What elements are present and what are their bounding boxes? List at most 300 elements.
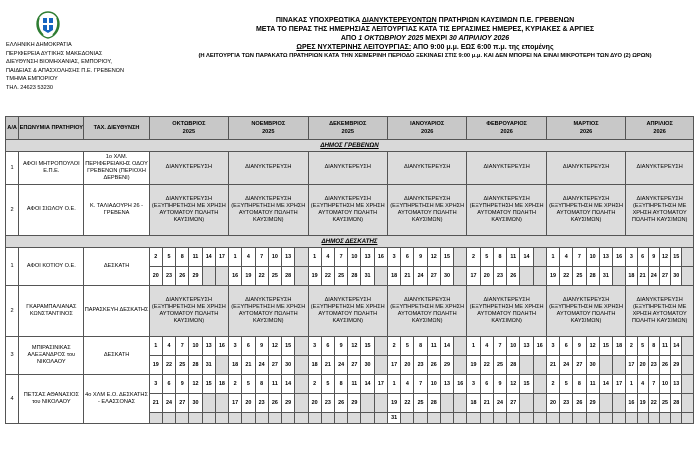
- month-year: 2025: [262, 129, 275, 135]
- day-cell: [682, 248, 694, 267]
- day-cell: 13: [282, 248, 295, 267]
- day-cell: 30: [361, 356, 374, 375]
- station-overnight-cell: ΔΙΑΝΥΚΤΕΡΕΥΣΗ: [467, 152, 546, 185]
- day-cell: 4: [401, 375, 414, 394]
- day-cell: 9: [176, 375, 189, 394]
- day-cell: 21: [321, 356, 334, 375]
- day-cell: [648, 413, 659, 424]
- day-cell: 28: [586, 267, 599, 286]
- month-year: 2026: [420, 129, 434, 135]
- day-cell: 19: [308, 267, 321, 286]
- day-cell: 27: [573, 356, 586, 375]
- day-cell: 29: [348, 394, 361, 413]
- station-aa: 1: [6, 152, 19, 185]
- municipality-label: [6, 236, 694, 248]
- day-cell: 8: [414, 337, 427, 356]
- day-cell: 9: [255, 337, 268, 356]
- station-day-row: [6, 337, 694, 356]
- month-year: 2025: [341, 129, 354, 135]
- day-cell: 12: [507, 375, 520, 394]
- day-cell: 23: [493, 267, 506, 286]
- day-cell: 13: [520, 337, 533, 356]
- day-cell: 1: [229, 248, 242, 267]
- day-cell: [401, 413, 414, 424]
- day-cell: [682, 337, 694, 356]
- day-cell: 7: [414, 375, 427, 394]
- day-cell: 29: [440, 356, 453, 375]
- municipality-name: ΔΗΜΟΣ ΓΡΕΒΕΝΩΝ: [320, 142, 379, 149]
- day-cell: 16: [374, 248, 387, 267]
- day-cell: 9: [334, 337, 347, 356]
- day-cell: 6: [401, 248, 414, 267]
- day-cell: 29: [671, 356, 682, 375]
- day-cell: [440, 394, 453, 413]
- day-cell: [268, 413, 281, 424]
- day-cell: 31: [599, 267, 612, 286]
- day-cell: 27: [659, 267, 670, 286]
- day-cell: [533, 267, 546, 286]
- day-cell: 2: [229, 375, 242, 394]
- day-cell: [520, 394, 533, 413]
- station-overnight-cell: ΔΙΑΝΥΚΤΕΡΕΥΣΗ (ΕΞΥΠΗΡΕΤΗΣΗ ΜΕ ΧΡΗΣΗ ΑΥΤΟΜΑΤΟΥ ΠΩΛΗΤΗ ΚΑΥΣΙΜΩΝ): [626, 286, 694, 337]
- day-cell: 1: [546, 248, 559, 267]
- day-cell: [295, 375, 308, 394]
- col-month: [229, 117, 308, 140]
- day-cell: 20: [242, 394, 255, 413]
- day-cell: 13: [599, 248, 612, 267]
- day-cell: 16: [613, 248, 626, 267]
- day-cell: [295, 337, 308, 356]
- day-cell: [202, 267, 215, 286]
- station-aa: 4: [6, 375, 19, 424]
- day-cell: [374, 337, 387, 356]
- day-cell: 10: [348, 248, 361, 267]
- day-cell: 2: [546, 375, 559, 394]
- station-name: ΜΠΙΡΑΣΙΝΙΚΑΣ ΑΛΕΞΑΝΔΡΟΣ του ΝΙΚΟΛΑΟΥ: [19, 337, 84, 375]
- day-cell: 20: [546, 394, 559, 413]
- day-cell: 7: [493, 337, 506, 356]
- day-cell: 5: [321, 375, 334, 394]
- day-cell: 2: [467, 248, 480, 267]
- day-cell: 15: [520, 375, 533, 394]
- day-cell: 3: [467, 375, 480, 394]
- day-cell: [202, 413, 215, 424]
- day-cell: 18: [467, 394, 480, 413]
- station-overnight-cell: ΔΙΑΝΥΚΤΕΡΕΥΣΗ (ΕΞΥΠΗΡΕΤΗΣΗ ΜΕ ΧΡΗΣΗ ΑΥΤΟΜΑΤΟΥ ΠΩΛΗΤΗ ΚΑΥΣΙΜΩΝ): [467, 185, 546, 236]
- day-cell: 24: [648, 267, 659, 286]
- day-cell: [659, 413, 670, 424]
- day-cell: 19: [149, 356, 162, 375]
- day-cell: [414, 413, 427, 424]
- day-cell: 3: [149, 375, 162, 394]
- day-cell: 14: [599, 375, 612, 394]
- station-aa: 2: [6, 185, 19, 236]
- station-aa: 2: [6, 286, 19, 337]
- day-cell: 10: [268, 248, 281, 267]
- day-cell: 19: [467, 356, 480, 375]
- day-cell: 24: [560, 356, 573, 375]
- day-cell: 14: [202, 248, 215, 267]
- day-cell: [573, 413, 586, 424]
- day-cell: 25: [176, 356, 189, 375]
- day-cell: 28: [348, 267, 361, 286]
- day-cell: 13: [361, 248, 374, 267]
- day-cell: [613, 267, 626, 286]
- day-cell: 27: [507, 394, 520, 413]
- day-cell: [454, 394, 467, 413]
- station-address: ΔΕΣΚΑΤΗ: [84, 248, 149, 286]
- month-name: ΙΑΝΟΥΑΡΙΟΣ: [410, 121, 445, 127]
- col-name: ΕΠΩΝΥΜΙΑ ΠΡΑΤΗΡΙΟΥ: [19, 117, 84, 140]
- day-cell: 25: [573, 267, 586, 286]
- day-cell: 28: [507, 356, 520, 375]
- month-name: ΟΚΤΩΒΡΙΟΣ: [172, 121, 206, 127]
- day-cell: 28: [671, 394, 682, 413]
- day-cell: 25: [334, 267, 347, 286]
- day-cell: 18: [387, 267, 400, 286]
- day-cell: 29: [189, 267, 202, 286]
- month-name: ΜΑΡΤΙΟΣ: [573, 121, 599, 127]
- station-row: [6, 185, 694, 236]
- day-cell: 18: [626, 267, 637, 286]
- day-cell: 17: [374, 375, 387, 394]
- day-cell: 10: [659, 375, 670, 394]
- day-cell: 29: [586, 394, 599, 413]
- day-cell: 8: [493, 248, 506, 267]
- station-overnight-cell: ΔΙΑΝΥΚΤΕΡΕΥΣΗ (ΕΞΥΠΗΡΕΤΗΣΗ ΜΕ ΧΡΗΣΗ ΑΥΤΟΜΑΤΟΥ ΠΩΛΗΤΗ ΚΑΥΣΙΜΩΝ): [149, 185, 228, 236]
- day-cell: 3: [626, 248, 637, 267]
- day-cell: [202, 394, 215, 413]
- day-cell: 22: [560, 267, 573, 286]
- day-cell: 11: [507, 248, 520, 267]
- day-cell: 2: [626, 337, 637, 356]
- day-cell: [295, 394, 308, 413]
- sender-line: ΕΛΛΗΝΙΚΗ ΔΗΜΟΚΡΑΤΙΑ: [6, 42, 72, 48]
- day-cell: 28: [282, 267, 295, 286]
- day-cell: [321, 413, 334, 424]
- col-month: [149, 117, 228, 140]
- day-cell: 4: [637, 375, 648, 394]
- day-cell: 15: [599, 337, 612, 356]
- day-cell: 9: [573, 337, 586, 356]
- day-cell: [454, 413, 467, 424]
- day-cell: 23: [648, 356, 659, 375]
- day-cell: 18: [308, 356, 321, 375]
- station-overnight-cell: ΔΙΑΝΥΚΤΕΡΕΥΣΗ (ΕΞΥΠΗΡΕΤΗΣΗ ΜΕ ΧΡΗΣΗ ΑΥΤΟΜΑΤΟΥ ΠΩΛΗΤΗ ΚΑΥΣΙΜΩΝ): [387, 185, 466, 236]
- day-cell: 15: [282, 337, 295, 356]
- day-cell: 23: [560, 394, 573, 413]
- day-cell: 4: [480, 337, 493, 356]
- day-cell: [682, 375, 694, 394]
- day-cell: [613, 413, 626, 424]
- day-cell: 5: [401, 337, 414, 356]
- day-cell: 12: [189, 375, 202, 394]
- station-overnight-cell: ΔΙΑΝΥΚΤΕΡΕΥΣΗ (ΕΞΥΠΗΡΕΤΗΣΗ ΜΕ ΧΡΗΣΗ ΑΥΤΟΜΑΤΟΥ ΠΩΛΗΤΗ ΚΑΥΣΙΜΩΝ): [229, 286, 308, 337]
- day-cell: [295, 267, 308, 286]
- day-cell: 20: [480, 267, 493, 286]
- station-address: 4ο ΧΛΜ Ε.Ο. ΔΕΣΚΑΤΗΣ - ΕΛΑΣΣΟΝΑΣ: [84, 375, 149, 424]
- day-cell: [599, 356, 612, 375]
- day-cell: 29: [282, 394, 295, 413]
- day-cell: 18: [229, 356, 242, 375]
- col-month: [387, 117, 466, 140]
- day-cell: 5: [637, 337, 648, 356]
- day-cell: 6: [637, 248, 648, 267]
- day-cell: 3: [546, 337, 559, 356]
- day-cell: 3: [387, 248, 400, 267]
- day-cell: 16: [215, 337, 228, 356]
- day-cell: [637, 413, 648, 424]
- day-cell: [255, 413, 268, 424]
- day-cell: 24: [334, 356, 347, 375]
- day-cell: 6: [321, 337, 334, 356]
- day-cell: 12: [659, 248, 670, 267]
- sender-line: ΤΗΛ. 24623 53230: [6, 84, 53, 91]
- municipality-row: [6, 140, 694, 152]
- day-cell: 10: [189, 337, 202, 356]
- day-cell: 1: [626, 375, 637, 394]
- day-cell: 22: [162, 356, 175, 375]
- day-cell: 5: [480, 248, 493, 267]
- day-cell: 7: [255, 248, 268, 267]
- day-cell: 2: [308, 375, 321, 394]
- day-cell: 11: [348, 375, 361, 394]
- station-overnight-cell: ΔΙΑΝΥΚΤΕΡΕΥΣΗ (ΕΞΥΠΗΡΕΤΗΣΗ ΜΕ ΧΡΗΣΗ ΑΥΤΟΜΑΤΟΥ ΠΩΛΗΤΗ ΚΑΥΣΙΜΩΝ): [626, 185, 694, 236]
- day-cell: 14: [520, 248, 533, 267]
- day-cell: 14: [671, 337, 682, 356]
- day-cell: [682, 356, 694, 375]
- day-cell: [374, 356, 387, 375]
- day-cell: 20: [149, 267, 162, 286]
- day-cell: 22: [648, 394, 659, 413]
- col-month: [308, 117, 387, 140]
- station-name: ΑΦΟΙ ΜΗΤΡΟΠΟΥΛΟΙ Ε.Π.Ε.: [19, 152, 84, 185]
- day-cell: 18: [215, 375, 228, 394]
- day-cell: 17: [613, 375, 626, 394]
- station-name: ΑΦΟΙ ΚΟΤΙΟΥ Ο.Ε.: [19, 248, 84, 286]
- col-month: [626, 117, 694, 140]
- day-cell: [533, 356, 546, 375]
- day-cell: 28: [427, 394, 440, 413]
- station-overnight-cell: ΔΙΑΝΥΚΤΕΡΕΥΣΗ (ΕΞΥΠΗΡΕΤΗΣΗ ΜΕ ΧΡΗΣΗ ΑΥΤΟΜΑΤΟΥ ΠΩΛΗΤΗ ΚΑΥΣΙΜΩΝ): [387, 286, 466, 337]
- day-cell: [626, 413, 637, 424]
- day-cell: [454, 248, 467, 267]
- day-cell: 23: [414, 356, 427, 375]
- day-cell: 26: [507, 267, 520, 286]
- station-overnight-cell: ΔΙΑΝΥΚΤΕΡΕΥΣΗ: [387, 152, 466, 185]
- day-cell: 26: [573, 394, 586, 413]
- day-cell: 5: [560, 375, 573, 394]
- day-cell: 7: [334, 248, 347, 267]
- station-name: ΓΚΑΡΑΜΠΑΛΙΑΝΑΣ ΚΩΝΣΤΑΝΤΙΝΟΣ: [19, 286, 84, 337]
- day-cell: 13: [671, 375, 682, 394]
- day-cell: 9: [493, 375, 506, 394]
- day-cell: 7: [648, 375, 659, 394]
- day-cell: 17: [387, 356, 400, 375]
- day-cell: 4: [321, 248, 334, 267]
- day-cell: 25: [268, 267, 281, 286]
- day-cell: [454, 267, 467, 286]
- day-cell: 6: [560, 337, 573, 356]
- day-cell: 28: [189, 356, 202, 375]
- day-cell: 25: [493, 356, 506, 375]
- day-cell: [480, 413, 493, 424]
- col-month: [467, 117, 546, 140]
- greek-coat-of-arms-icon: [33, 10, 63, 40]
- station-day-row: [6, 375, 694, 394]
- day-cell: [334, 413, 347, 424]
- day-cell: [533, 248, 546, 267]
- day-cell: 4: [560, 248, 573, 267]
- day-cell: 10: [586, 248, 599, 267]
- day-cell: 10: [507, 337, 520, 356]
- day-cell: 16: [454, 375, 467, 394]
- day-cell: 21: [242, 356, 255, 375]
- station-overnight-cell: ΔΙΑΝΥΚΤΕΡΕΥΣΗ: [308, 152, 387, 185]
- day-cell: 22: [321, 267, 334, 286]
- day-cell: 11: [586, 375, 599, 394]
- day-cell: 8: [648, 337, 659, 356]
- day-cell: 21: [546, 356, 559, 375]
- day-cell: [440, 413, 453, 424]
- station-overnight-cell: ΔΙΑΝΥΚΤΕΡΕΥΣΗ (ΕΞΥΠΗΡΕΤΗΣΗ ΜΕ ΧΡΗΣΗ ΑΥΤΟΜΑΤΟΥ ΠΩΛΗΤΗ ΚΑΥΣΙΜΩΝ): [308, 286, 387, 337]
- day-cell: 19: [637, 394, 648, 413]
- day-cell: 27: [427, 267, 440, 286]
- day-cell: 7: [573, 248, 586, 267]
- day-cell: 30: [189, 394, 202, 413]
- station-overnight-cell: ΔΙΑΝΥΚΤΕΡΕΥΣΗ (ΕΞΥΠΗΡΕΤΗΣΗ ΜΕ ΧΡΗΣΗ ΑΥΤΟΜΑΤΟΥ ΠΩΛΗΤΗ ΚΑΥΣΙΜΩΝ): [467, 286, 546, 337]
- day-cell: [229, 413, 242, 424]
- day-cell: 26: [268, 394, 281, 413]
- day-cell: 21: [401, 267, 414, 286]
- day-cell: 11: [189, 248, 202, 267]
- station-overnight-cell: ΔΙΑΝΥΚΤΕΡΕΥΣΗ (ΕΞΥΠΗΡΕΤΗΣΗ ΜΕ ΧΡΗΣΗ ΑΥΤΟΜΑΤΟΥ ΠΩΛΗΤΗ ΚΑΥΣΙΜΩΝ): [308, 185, 387, 236]
- day-cell: 8: [334, 375, 347, 394]
- title-hours: ΩΡΕΣ ΝΥΧΤΕΡΙΝΗΣ ΛΕΙΤΟΥΡΓΙΑΣ: ΑΠΟ 9:00 μ.μ. ΕΩΣ 6:00 π.μ. της επομένης: [296, 44, 554, 51]
- day-cell: 26: [176, 267, 189, 286]
- sender-line: ΠΕΡΙΦΕΡΕΙΑ ΔΥΤΙΚΗΣ ΜΑΚΕΔΟΝΙΑΣ: [6, 50, 103, 57]
- day-cell: 11: [659, 337, 670, 356]
- day-cell: 30: [671, 267, 682, 286]
- station-name: ΑΦΟΙ ΣΙΩΛΟΥ Ο.Ε.: [19, 185, 84, 236]
- day-cell: 22: [255, 267, 268, 286]
- day-cell: 24: [493, 394, 506, 413]
- day-cell: 17: [229, 394, 242, 413]
- day-cell: 26: [659, 356, 670, 375]
- day-cell: [215, 394, 228, 413]
- day-cell: 1: [387, 375, 400, 394]
- station-overnight-cell: ΔΙΑΝΥΚΤΕΡΕΥΣΗ (ΕΞΥΠΗΡΕΤΗΣΗ ΜΕ ΧΡΗΣΗ ΑΥΤΟΜΑΤΟΥ ΠΩΛΗΤΗ ΚΑΥΣΙΜΩΝ): [546, 185, 625, 236]
- day-cell: 12: [427, 248, 440, 267]
- station-aa: 1: [6, 248, 19, 286]
- day-cell: [682, 267, 694, 286]
- day-cell: 12: [268, 337, 281, 356]
- day-cell: 3: [229, 337, 242, 356]
- day-cell: 24: [414, 267, 427, 286]
- day-cell: 15: [202, 375, 215, 394]
- day-cell: 19: [387, 394, 400, 413]
- day-cell: 12: [586, 337, 599, 356]
- day-cell: 27: [348, 356, 361, 375]
- day-cell: 20: [637, 356, 648, 375]
- day-cell: 1: [149, 337, 162, 356]
- day-cell: [520, 413, 533, 424]
- sender-info: [6, 41, 166, 93]
- day-cell: [507, 413, 520, 424]
- col-address: ΤΑΧ. ΔΙΕΥΘΥΝΣΗ: [84, 117, 149, 140]
- station-address: ΔΕΣΚΑΤΗ: [84, 337, 149, 375]
- day-cell: 7: [176, 337, 189, 356]
- station-overnight-cell: ΔΙΑΝΥΚΤΕΡΕΥΣΗ: [229, 152, 308, 185]
- station-overnight-cell: ΔΙΑΝΥΚΤΕΡΕΥΣΗ: [149, 152, 228, 185]
- title-period: ΑΠΟ 1 ΟΚΤΩΒΡΙΟΥ 2025 ΜΕΧΡΙ 30 ΑΠΡΙΛΙΟΥ 2026: [340, 35, 510, 42]
- day-cell: 26: [427, 356, 440, 375]
- day-cell: 20: [401, 356, 414, 375]
- day-cell: 13: [202, 337, 215, 356]
- day-cell: 25: [659, 394, 670, 413]
- title-line-1: ΠΙΝΑΚΑΣ ΥΠΟΧΡΕΩΤΙΚΑ ΔΙΑΝΥΚΤΕΡΕΥΟΝΤΩΝ ΠΡΑΤΗΡΙΩΝ ΚΑΥΣΙΜΩΝ Π.Ε. ΓΡΕΒΕΝΩΝ: [275, 17, 575, 24]
- day-cell: [520, 356, 533, 375]
- day-cell: [560, 413, 573, 424]
- day-cell: 31: [387, 413, 400, 424]
- day-cell: 17: [215, 248, 228, 267]
- day-cell: 17: [626, 356, 637, 375]
- day-cell: 14: [361, 375, 374, 394]
- day-cell: 23: [162, 267, 175, 286]
- day-cell: 21: [480, 394, 493, 413]
- day-cell: [454, 356, 467, 375]
- day-cell: [546, 413, 559, 424]
- month-name: ΦΕΒΡΟΥΑΡΙΟΣ: [486, 121, 527, 127]
- header-row: [6, 117, 694, 140]
- month-name: ΔΕΚΕΜΒΡΙΟΣ: [329, 121, 367, 127]
- day-cell: [176, 413, 189, 424]
- month-year: 2026: [579, 129, 593, 135]
- day-cell: [682, 413, 694, 424]
- day-cell: 1: [308, 248, 321, 267]
- station-aa: 3: [6, 337, 19, 375]
- sender-line: ΤΜΗΜΑ ΕΜΠΟΡΙΟΥ: [6, 76, 58, 83]
- day-cell: 23: [321, 394, 334, 413]
- day-cell: [162, 413, 175, 424]
- day-cell: 4: [242, 248, 255, 267]
- day-cell: 2: [387, 337, 400, 356]
- day-cell: [361, 394, 374, 413]
- day-cell: 1: [467, 337, 480, 356]
- day-cell: 6: [480, 375, 493, 394]
- day-cell: 5: [242, 375, 255, 394]
- day-cell: [215, 267, 228, 286]
- day-cell: [295, 248, 308, 267]
- day-cell: [189, 413, 202, 424]
- day-cell: [586, 413, 599, 424]
- day-cell: 14: [282, 375, 295, 394]
- day-cell: 10: [427, 375, 440, 394]
- day-cell: [671, 413, 682, 424]
- day-cell: 6: [242, 337, 255, 356]
- day-cell: [520, 267, 533, 286]
- day-cell: [533, 394, 546, 413]
- day-cell: [374, 413, 387, 424]
- station-row: [6, 152, 694, 185]
- day-cell: 16: [533, 337, 546, 356]
- day-cell: 6: [162, 375, 175, 394]
- day-cell: 27: [268, 356, 281, 375]
- day-cell: 18: [613, 337, 626, 356]
- month-year: 2026: [500, 129, 513, 135]
- day-cell: 19: [242, 267, 255, 286]
- day-cell: [282, 413, 295, 424]
